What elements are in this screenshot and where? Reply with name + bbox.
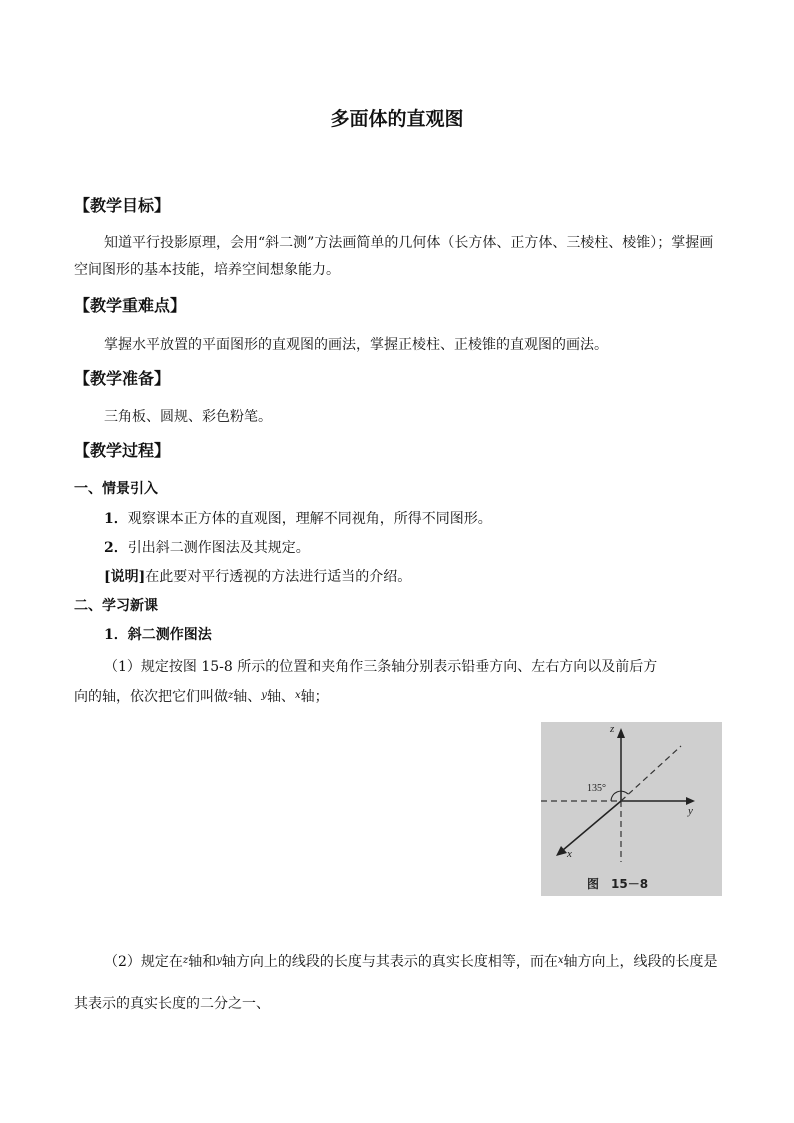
section-1-item-2 [104, 537, 310, 557]
heading-process: 【教学过程】 [74, 441, 171, 460]
x-symbol: x [294, 690, 301, 701]
section-2-title: 二、学习新课 [74, 598, 158, 614]
x-axis-label: x [567, 848, 572, 860]
rule-1-line-2: 向的轴，依次把它们叫做$^z$轴、$^y$轴、$^x$轴； [74, 689, 329, 705]
z-symbol: z [182, 955, 189, 966]
figure-caption: 图 15－8 [587, 877, 649, 891]
section-1-title: 一、情景引入 [74, 481, 158, 497]
note-text: 在此要对平行透视的方法进行适当的介绍。 [145, 569, 412, 585]
z-axis-label: z [610, 723, 615, 735]
preparation-paragraph: 三角板、圆规、彩色粉笔。 [104, 409, 272, 425]
axes-diagram [541, 722, 722, 896]
key-points-paragraph: 掌握水平放置的平面图形的直观图的画法，掌握正棱柱、正棱锥的直观图的画法。 [104, 337, 608, 353]
rule-1-line-1: （1）规定按图 15-8 所示的位置和夹角作三条轴分别表示铅垂方向、左右方向以及前后方 [104, 659, 658, 675]
angle-label: 135° [587, 783, 606, 794]
heading-preparation: 【教学准备】 [74, 369, 171, 388]
y-symbol: y [261, 690, 267, 701]
y-axis-label: y [688, 805, 693, 817]
rule-2-paragraph: （2）规定在$^z$轴和$^y$轴方向上的线段的长度与其表示的真实长度相等，而在$^x$轴方向上，线段的长度是其表示的真实长度的二分之一、 [74, 954, 718, 1012]
note-label: [说明] [104, 569, 146, 585]
item-text: 引出斜二测作图法及其规定。 [127, 540, 310, 556]
item-number: 2． [104, 540, 128, 556]
figure-background [541, 722, 722, 896]
x-symbol: x [557, 955, 564, 966]
goal-paragraph: 知道平行投影原理，会用“斜二测”方法画简单的几何体（长方体、正方体、三棱柱、棱锥）；掌握画空间图形的基本技能，培养空间想象能力。 [74, 235, 714, 278]
y-symbol: y [216, 955, 222, 966]
heading-goal: 【教学目标】 [74, 196, 171, 215]
item-text: 观察课本正方体的直观图，理解不同视角，所得不同图形。 [127, 511, 492, 527]
item-number: 1． [104, 511, 128, 527]
axes-figure-15-8 [541, 722, 722, 896]
heading-key-points: 【教学重难点】 [74, 296, 187, 315]
section-1-note [104, 566, 411, 586]
page-title: 多面体的直观图 [330, 108, 464, 130]
subsection-1-title: 1．斜二测作图法 [104, 627, 212, 643]
z-symbol: z [228, 690, 234, 701]
section-1-item-1 [104, 508, 492, 528]
